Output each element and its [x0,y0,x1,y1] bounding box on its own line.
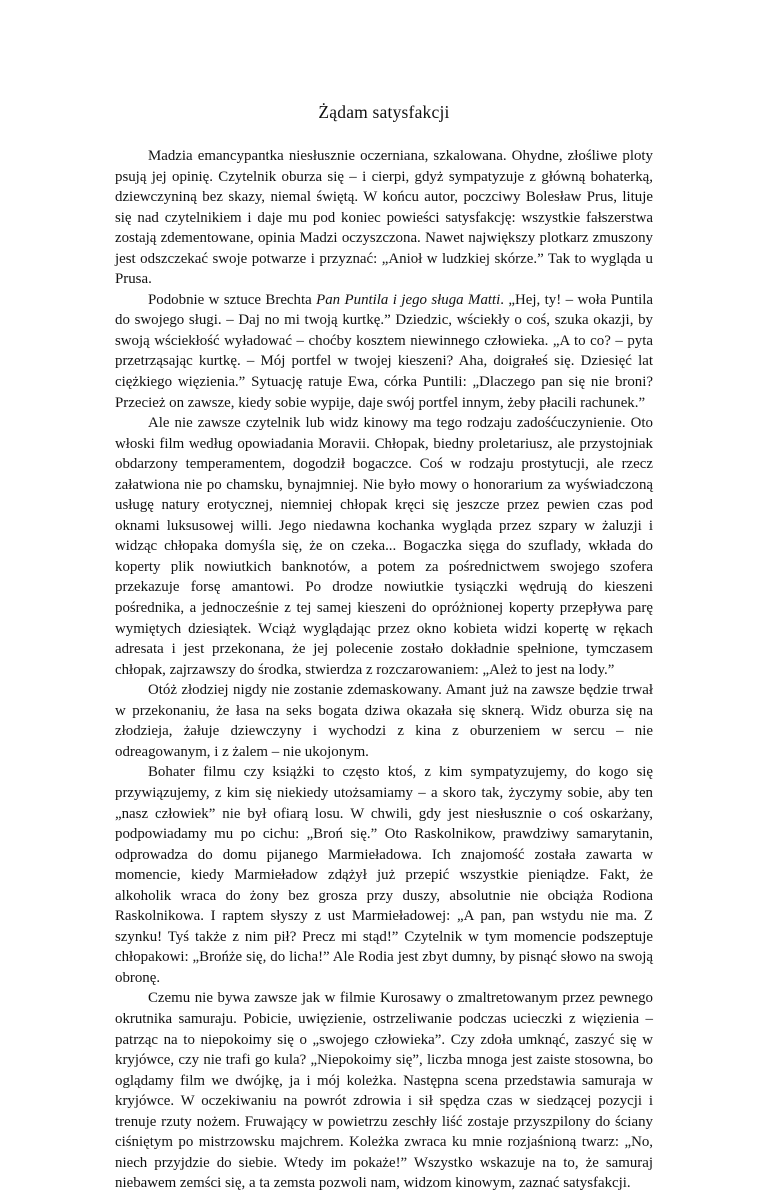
paragraph-4: Otóż złodziej nigdy nie zostanie zdemaskowany. Amant już na zawsze będzie trwał w przekonaniu, że łasa na seks bogata dziwa okazała się sknerą. Widz oburza się na złodzieja, żałuje dziewczyny i wychodzi z kina z oburzeniem w sercu – nie odreagowanym, i z żalem – nie ukojonym. [115,682,653,760]
play-title: Pan Puntila i jego sługa Matti [316,291,501,308]
paragraph-1: Madzia emancypantka niesłusznie oczerniana, szkalowana. Ohydne, złośliwe ploty psują jej opinię. Czytelnik oburza się – i cierpi, gdyż sympatyzuje z główną bohaterką, dziewczyniną bez skazy, niemal świętą. W końcu autor, poczciwy Bolesław Prus, lituje się nad czytelnikiem i daje mu pod koniec powieści satysfakcję: wszystkie fałszerstwa zostają zdementowane, opinia Madzi oczyszczona. Nawet największy plotkarz zmuszony jest odszczekać swoje potwarze i przyznać: „Anioł w ludzkiej skórze.” Tak to wygląda u Prusa. [115,148,653,288]
paragraph-2 [115,290,653,413]
paragraph-3: Ale nie zawsze czytelnik lub widz kinowy ma tego rodzaju zadośćuczynienie. Oto włoski film według opowiadania Moravii. Chłopak, biedny proletariusz, ale przystojniak obdarzony temperamentem, dogodził bogaczce. Coś w rodzaju prostytucji, ale rzecz załatwiona nie po chamsku, bynajmniej. Nie było mowy o honorarium za wyświadczoną usługę natury erotycznej, niemniej chłopak kręci się jeszcze przez pewien czas pod oknami luksusowej willi. Jego niedawna kochanka wygląda przez szpary w żaluzji i widząc chłopaka domyśla się, że on czeka... Bogaczka sięga do szuflady, wkłada do koperty plik nowiutkich banknotów, a potem za pośrednictwem swojego szofera przekazuje forsę amantowi. Po drodze nowiutkie tysiączki wędrują do kieszeni pośrednika, a jednocześnie z tej samej kieszeni do opróżnionej koperty przepływa parę wymiętych dziesiątek. Wciąż wyglądając przez okno kobieta widzi kopertę w rękach adresata i jest przekonana, że jej polecenie zostało dokładnie spełnione, tymczasem chłopak, zajrzawszy do środka, stwierdza z rozczarowaniem: „Ależ to jest na lody.” [115,415,653,678]
document-page [115,100,653,1194]
paragraph-2-intro: Podobnie w sztuce Brechta [148,291,317,308]
paragraph-2-rest: . „Hej, ty! – woła Puntila do swojego sługi. – Daj no mi twoją kurtkę.” Dziedzic, wściekły o coś, szuka okazji, by swoją wściekłość wyładować – choćby kosztem niewinnego człowieka. „A to co? – pyta przetrząsając kurtkę. – Mój portfel w twojej kieszeni? Aha, doigrałeś się. Dziesięć lat ciężkiego więzienia.” Sytuację ratuje Ewa, córka Puntili: „Dlaczego pan się nie broni? Przecież on zawsze, kiedy sobie wypije, daje swój portfel innym, żeby płacili rachunek.” [115,291,653,411]
document-title: Żądam satysfakcji [318,102,450,122]
paragraph-6: Czemu nie bywa zawsze jak w filmie Kurosawy o zmaltretowanym przez pewnego okrutnika samuraju. Pobicie, uwięzienie, ostrzeliwanie podczas ucieczki z więzienia – patrząc na to niepokoimy się o „swojego człowieka”. Czy zdoła umknąć, zaszyć się w kryjówce, czy nie trafi go kula? „Niepokoimy się”, liczba mnoga jest zaiste stosowna, bo oglądamy film we dwójkę, ja i mój koleżka. Następna scena przedstawia samuraja w kryjówce. W oczekiwaniu na powrót zdrowia i sił spędza czas w siedzącej pozycji i trenuje rzuty nożem. Fruwający w powietrzu zeschły liść zostaje przyszpilony do ściany ciśniętym po mistrzowsku majchrem. Koleżka zwraca ku mnie rozjaśnioną twarz: „No, niech przyjdzie do siebie. Wtedy im pokaże!” Wszystko wskazuje na to, że samuraj niebawem zemści się, a ta zemsta pozwoli nam, widzom kinowym, zaznać satysfakcji. [115,990,653,1192]
paragraph-5: Bohater filmu czy książki to często ktoś, z kim sympatyzujemy, do kogo się przywiązujemy, z kim się niekiedy utożsamiamy – a skoro tak, życzymy sobie, aby ten „nasz człowiek” nie był ofiarą losu. W chwili, gdy jest niesłusznie o coś oskarżany, podpowiadamy mu po cichu: „Broń się.” Oto Raskolnikow, prawdziwy samarytanin, odprowadza do domu pijanego Marmieładowa. Ich znajomość została zawarta w momencie, kiedy Marmieładow zdążył już przepić wszystkie pieniądze. Fakt, że alkoholik wraca do żony bez grosza przy duszy, absolutnie nie obciąża Rodiona Raskolnikowa. I raptem słyszy z ust Marmieładowej: „A pan, pan wstydu nie ma. Z szynku! Tyś także z nim pił? Precz mi stąd!” Czytelnik w tym momencie podszeptuje chłopakowi: „Brońże się, do licha!” Ale Rodia jest zbyt dumny, by pisnąć słowo na swoją obronę. [115,764,653,986]
